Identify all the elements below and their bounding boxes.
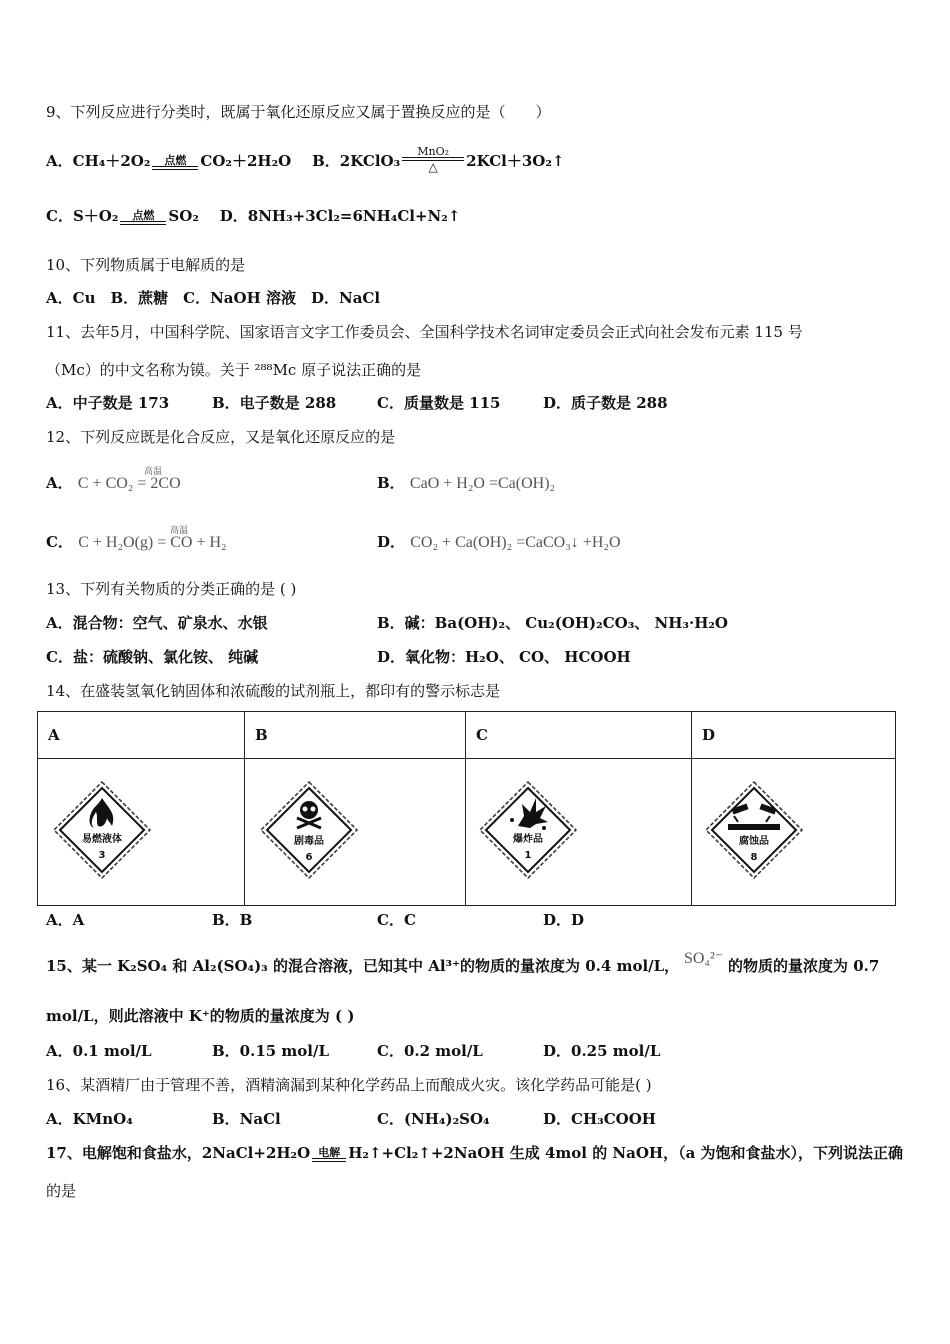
sign-cell-c [466,759,692,906]
q17-stem-line2: 的是 [46,1182,77,1200]
sign-cell-b [245,759,466,906]
q14-option-b: B．B [212,911,253,929]
q12-stem: 12、下列反应既是化合反应，又是氧化还原反应的是 [46,428,396,446]
sign-a-number: 3 [98,850,106,861]
q14-option-d: D．D [543,911,585,929]
q9-b-rhs: 2KCl＋3O₂↑ [466,152,565,170]
q11-stem-line1: 11、去年5月，中国科学院、国家语言文字工作委员会、全国科学技术名词审定委员会正式向社会发布元素 115 号 [46,323,803,341]
q15-stem-pre: 15、某一 K₂SO₄ 和 Al₂(SO₄)₃ 的混合溶液，已知其中 Al³⁺的物质的量浓度为 0.4 mol/L， [46,957,680,975]
q15-stem-post: 的物质的量浓度为 0.7 [728,957,880,975]
skull-icon [259,780,359,880]
sign-b-text: 剧毒品 [294,836,324,847]
q15-option-c: C．0.2 mol/L [377,1042,483,1060]
table-header-b: B [245,712,466,759]
q11-option-d: D．质子数是 288 [543,394,668,412]
q11-option-b: B．电子数是 288 [212,394,337,412]
q13-option-b: B．碱：Ba(OH)₂、 Cu₂(OH)₂CO₃、 NH₃·H₂O [377,614,728,632]
q9-c-lhs: C．S＋O₂ [46,207,119,225]
q13-stem: 13、下列有关物质的分类正确的是 ( ) [46,580,297,598]
q13-option-c: C．盐：硫酸钠、氯化铵、 纯碱 [46,648,259,666]
q11-option-c: C．质量数是 115 [377,394,501,412]
q15-option-d: D．0.25 mol/L [543,1042,661,1060]
q16-option-c: C．(NH₄)₂SO₄ [377,1110,490,1128]
q9-a-rhs: CO₂＋2H₂O [200,152,292,170]
q9-a-condition: 点燃 [152,155,198,170]
q11-stem-line2: （Mc）的中文名称为镆。关于 ²⁸⁸Mc 原子说法正确的是 [46,361,422,379]
q12-option-a: A． C + CO₂ = 2CO 高温 [46,473,181,494]
table-header-d: D [692,712,896,759]
q15-option-a: A．0.1 mol/L [46,1042,152,1060]
sign-c-text: 爆炸品 [513,834,543,845]
q14-option-a: A．A [46,911,85,929]
q15-option-b: B．0.15 mol/L [212,1042,330,1060]
q9-c-condition: 点燃 [120,210,166,225]
q13-option-a: A．混合物：空气、矿泉水、水银 [46,614,268,632]
q15-stem-line1 [46,950,880,977]
q16-option-a: A．KMnO₄ [46,1110,133,1128]
q9-option-cd [46,206,460,226]
q9-c-rhs: SO₂ [168,207,199,225]
q17-stem-post: H₂↑+Cl₂↑+2NaOH 生成 4mol 的 NaOH，（a 为饱和食盐水），下列说法正确 [348,1144,904,1162]
sign-d-text: 腐蚀品 [739,836,769,847]
sign-c-number: 1 [524,850,532,861]
q12-option-d: D． CO₂ + Ca(OH)₂ =CaCO₃↓ +H₂O [377,533,621,551]
q10-options: A．Cu B．蔗糖 C．NaOH 溶液 D．NaCl [46,289,381,307]
q12-option-b: B． CaO + H₂O =Ca(OH)₂ [377,474,556,492]
q12-a-equation: C + CO₂ = 2CO [77,475,181,492]
table-header-c: C [466,712,692,759]
corrosion-icon [704,780,804,880]
q12-b-equation: CaO + H₂O =Ca(OH)₂ [409,475,556,492]
q11-option-a: A．中子数是 173 [46,394,170,412]
q12-a-condition: 高温 [144,466,163,476]
q9-b-lhs: B．2KClO₃ [312,152,401,170]
q16-stem: 16、某酒精厂由于管理不善，酒精滴漏到某种化学药品上而酿成火灾。该化学药品可能是( ) [46,1076,652,1094]
q14-stem: 14、在盛装氢氧化钠固体和浓硫酸的试剂瓶上，都印有的警示标志是 [46,682,501,700]
q9-b-condition: MnO₂ △ [402,146,464,174]
q12-d-equation: CO₂ + Ca(OH)₂ =CaCO₃↓ +H₂O [410,534,621,551]
sign-d-number: 8 [750,852,758,863]
explosion-icon [478,780,578,880]
q10-stem: 10、下列物质属于电解质的是 [46,256,246,274]
q13-option-d: D．氧化物：H₂O、 CO、 HCOOH [377,648,631,666]
hazard-sign-table [37,711,896,906]
sign-cell-d [692,759,896,906]
q12-c-condition: 高温 [170,525,189,535]
q14-option-c: C．C [377,911,416,929]
q17-condition: 电解 [312,1147,346,1162]
sign-b-number: 6 [305,852,313,863]
q12-option-c: C． C + H₂O(g) = CO + H₂ 高温 [46,532,227,553]
q17-stem-line1 [46,1143,903,1163]
q16-option-b: B．NaCl [212,1110,281,1128]
sign-cell-a [38,759,245,906]
q9-d: D．8NH₃+3Cl₂=6NH₄Cl+N₂↑ [219,207,461,225]
q17-stem-pre: 17、电解饱和食盐水，2NaCl+2H₂O [46,1144,311,1162]
q9-stem: 9、下列反应进行分类时，既属于氧化还原反应又属于置换反应的是（ ） [46,103,551,121]
q16-option-d: D．CH₃COOH [543,1110,656,1128]
q9-option-ab [46,145,565,176]
q9-a-lhs: A．CH₄＋2O₂ [46,152,151,170]
flame-icon [52,780,152,880]
q15-stem-line2: mol/L，则此溶液中 K⁺的物质的量浓度为 ( ) [46,1007,355,1025]
q12-c-equation: C + H₂O(g) = CO + H₂ [78,534,227,551]
table-header-a: A [38,712,245,759]
sign-a-text: 易燃液体 [82,834,122,845]
q15-sulfate-ion: SO₄²⁻ [683,950,724,967]
